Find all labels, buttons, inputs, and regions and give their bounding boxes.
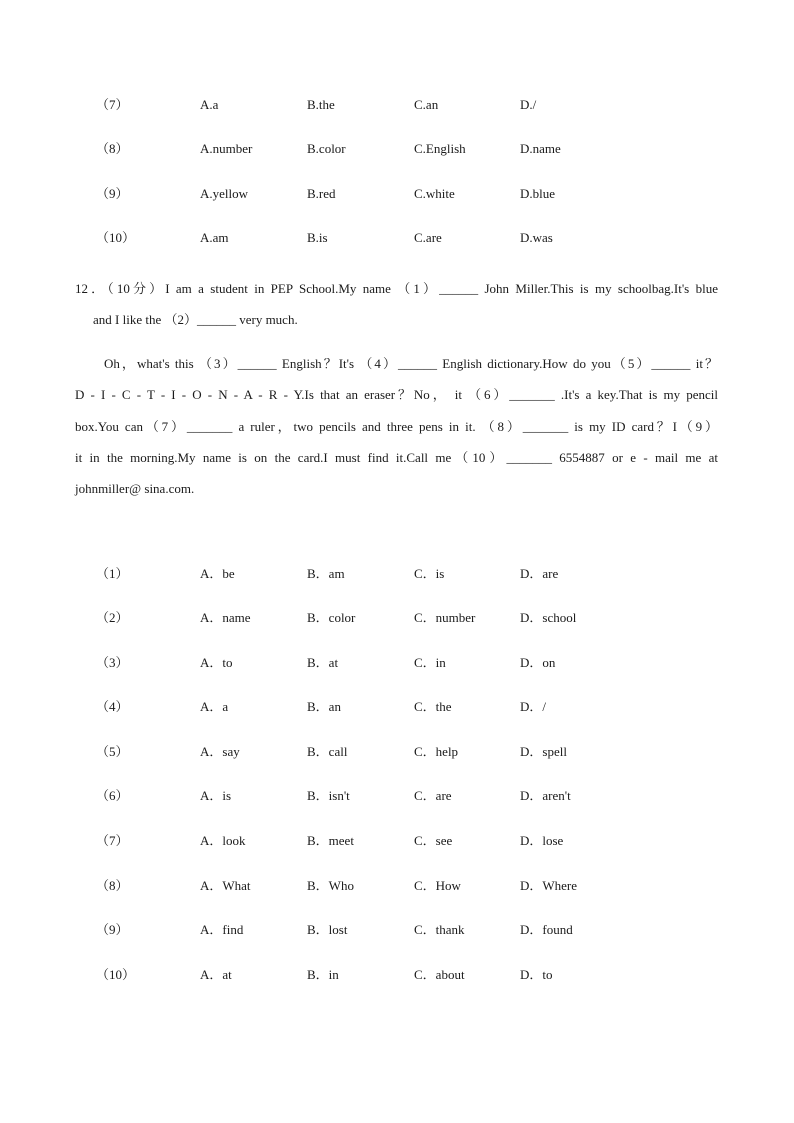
option-number: （4） (96, 699, 129, 714)
option-b: B．am (307, 566, 345, 581)
option-a: A．What (200, 878, 251, 893)
option-number: （10） (96, 230, 136, 245)
option-row (0, 184, 794, 204)
option-number: （3） (96, 655, 129, 670)
passage-line: D - I - C - T - I - O - N - A - R - Y.Is that an eraser？No， it （6）_______ .It's a key.That is my pencil (75, 387, 718, 402)
option-a: A．name (200, 610, 251, 625)
option-row (0, 920, 794, 940)
option-a: A．a (200, 699, 229, 714)
option-c: C．in (414, 655, 446, 670)
option-row (0, 831, 794, 851)
option-a: A．find (200, 922, 244, 937)
option-number: （1） (96, 566, 129, 581)
option-number: （5） (96, 744, 129, 759)
option-d: D．on (520, 655, 556, 670)
option-number: （8） (96, 878, 129, 893)
option-row (0, 608, 794, 628)
option-number: （10） (96, 967, 136, 982)
option-d: D．lose (520, 833, 564, 848)
option-b: B.color (307, 141, 346, 156)
option-d: D．to (520, 967, 553, 982)
option-c: C.are (414, 230, 442, 245)
option-d: D．/ (520, 699, 547, 714)
option-c: C．number (414, 610, 476, 625)
option-b: B．lost (307, 922, 348, 937)
option-a: A.number (200, 141, 253, 156)
option-c: C．is (414, 566, 445, 581)
option-d: D．found (520, 922, 573, 937)
option-d: D.was (520, 230, 553, 245)
option-b: B．meet (307, 833, 354, 848)
option-b: B.red (307, 186, 336, 201)
option-b: B．isn't (307, 788, 350, 803)
option-number: （7） (96, 97, 129, 112)
option-b: B．call (307, 744, 348, 759)
option-number: （6） (96, 788, 129, 803)
option-c: C．help (414, 744, 459, 759)
option-row (0, 95, 794, 115)
option-row (0, 742, 794, 762)
option-number: （2） (96, 610, 129, 625)
option-a: A．look (200, 833, 246, 848)
option-a: A.yellow (200, 186, 249, 201)
option-number: （7） (96, 833, 129, 848)
passage-line: 12．（10分）I am a student in PEP School.My name （1）______ John Miller.This is my schoolbag.It's blue (75, 281, 718, 296)
option-c: C.English (414, 141, 466, 156)
option-b: B.the (307, 97, 335, 112)
option-row (0, 564, 794, 584)
option-c: C．the (414, 699, 452, 714)
option-d: D.blue (520, 186, 556, 201)
passage-line: Oh，what's this （3）______ English？It's （4）______ English dictionary.How do you（5）______ it？ (104, 356, 718, 371)
option-c: C．about (414, 967, 465, 982)
option-a: A.a (200, 97, 219, 112)
option-d: D．aren't (520, 788, 571, 803)
option-a: A．at (200, 967, 232, 982)
option-row (0, 876, 794, 896)
option-b: B．in (307, 967, 339, 982)
option-a: A.am (200, 230, 229, 245)
option-d: D．Where (520, 878, 578, 893)
option-b: B.is (307, 230, 328, 245)
option-row (0, 965, 794, 985)
option-c: C．thank (414, 922, 465, 937)
option-row (0, 139, 794, 159)
option-b: B．at (307, 655, 339, 670)
option-c: C．are (414, 788, 452, 803)
option-c: C.an (414, 97, 439, 112)
option-number: （8） (96, 141, 129, 156)
option-a: A．say (200, 744, 240, 759)
option-c: C.white (414, 186, 455, 201)
option-row (0, 786, 794, 806)
option-d: D．spell (520, 744, 567, 759)
option-b: B．an (307, 699, 341, 714)
option-d: D.name (520, 141, 561, 156)
passage-line: it in the morning.My name is on the card.I must find it.Call me（10）_______ 6554887 or e - mail me at (75, 450, 718, 465)
option-a: A．be (200, 566, 235, 581)
option-c: C．How (414, 878, 461, 893)
option-b: B．Who (307, 878, 354, 893)
passage-line: box.You can（7）_______ a ruler，two pencils and three pens in it. （8）_______ is my ID card？I（9） (75, 419, 718, 434)
option-number: （9） (96, 186, 129, 201)
option-row (0, 653, 794, 673)
option-b: B．color (307, 610, 356, 625)
option-number: （9） (96, 922, 129, 937)
option-a: A．is (200, 788, 232, 803)
option-row (0, 228, 794, 248)
option-d: D．school (520, 610, 577, 625)
passage-line: and I like the （2）______ very much. (93, 312, 298, 327)
passage-line: johnmiller@ sina.com. (75, 481, 195, 496)
option-c: C．see (414, 833, 453, 848)
option-d: D./ (520, 97, 537, 112)
option-d: D．are (520, 566, 559, 581)
option-a: A．to (200, 655, 233, 670)
option-row (0, 697, 794, 717)
